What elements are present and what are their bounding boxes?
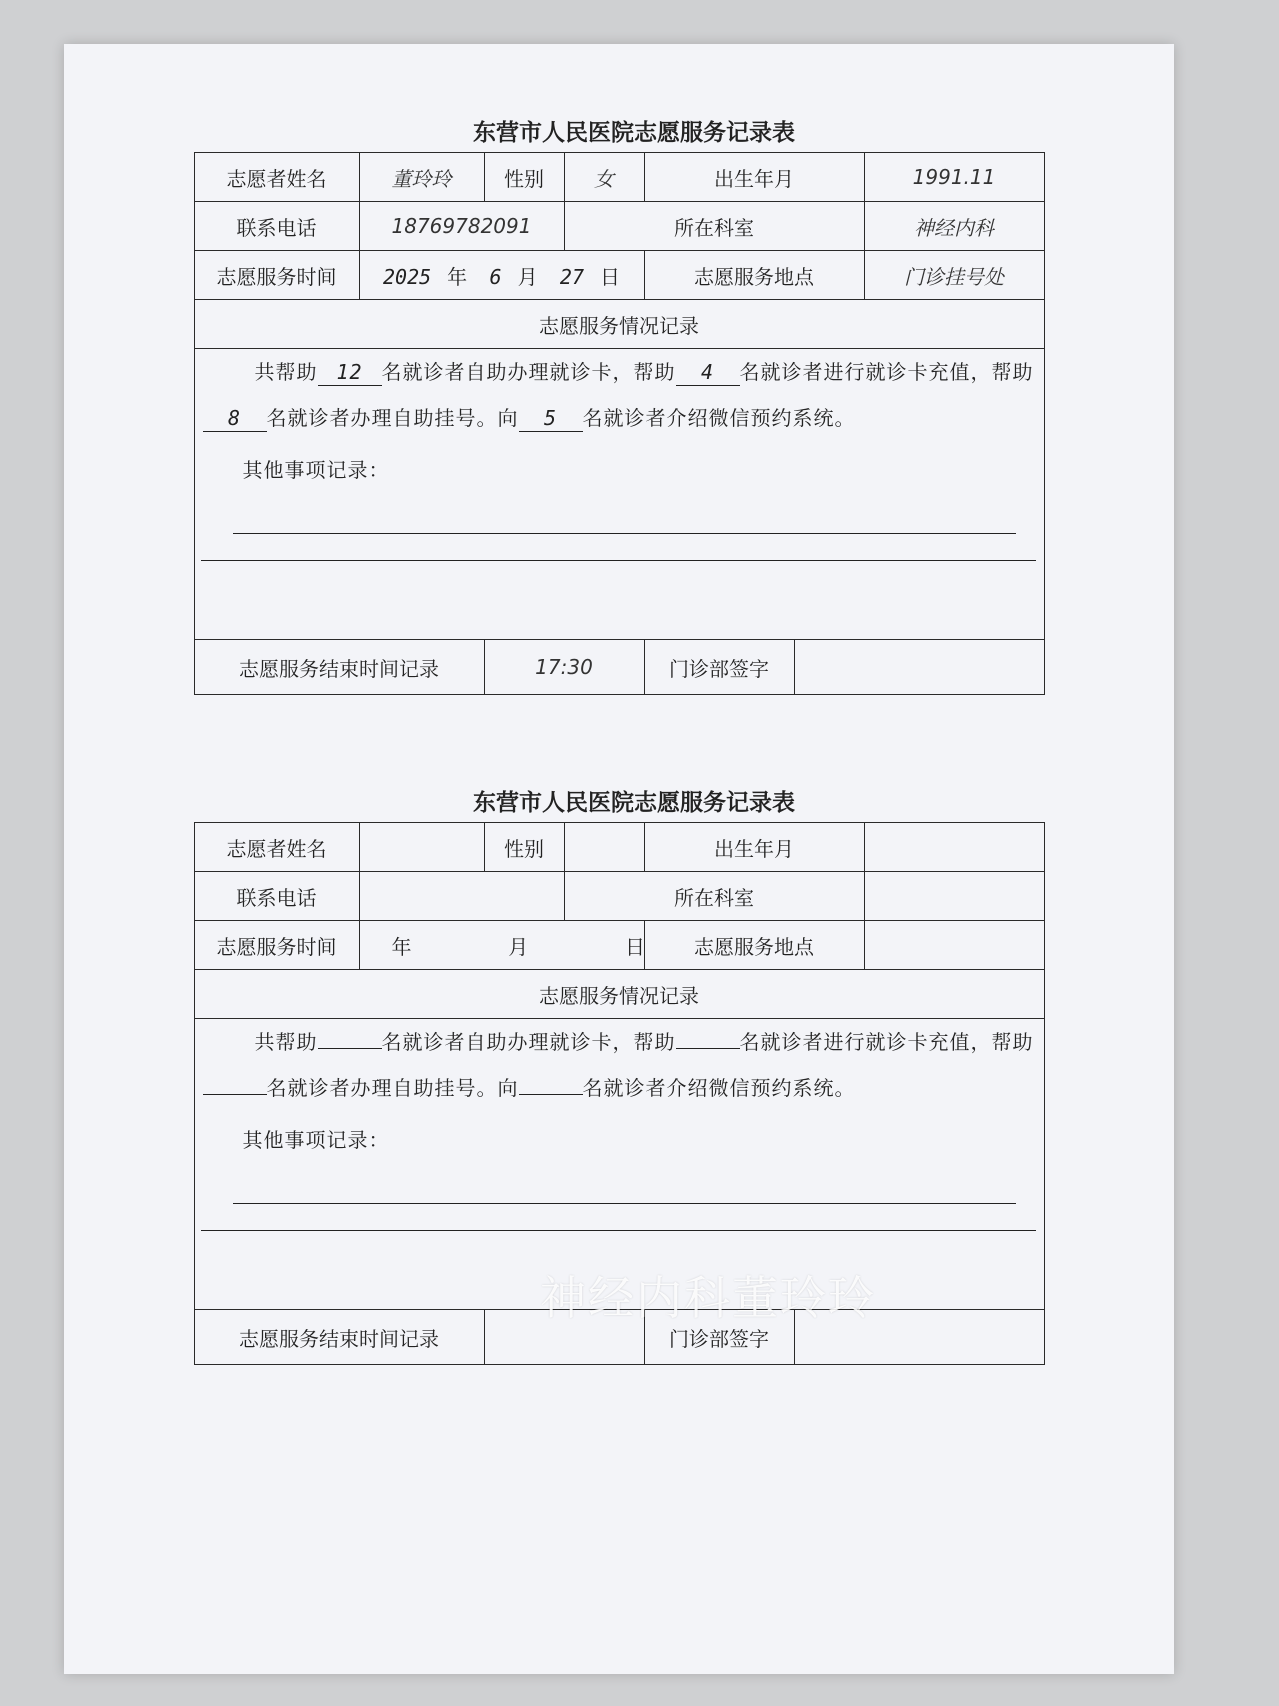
phone-field[interactable]	[359, 872, 564, 921]
text-help: 共帮助	[254, 1030, 318, 1054]
count-recharge-field[interactable]	[676, 1048, 740, 1049]
service-paragraph	[203, 1019, 1036, 1111]
month-unit: 月	[508, 934, 529, 959]
gender-label: 性别	[484, 823, 564, 872]
section-title: 志愿服务情况记录	[194, 970, 1044, 1019]
text-register: 名就诊者办理自助挂号。向	[266, 406, 519, 430]
signature-label: 门诊部签字	[644, 1310, 794, 1365]
other-notes-label: 其他事项记录：	[242, 458, 390, 482]
form-title: 东营市人民医院志愿服务记录表	[473, 790, 795, 816]
service-place-label: 志愿服务地点	[644, 251, 864, 300]
month-unit: 月	[517, 264, 538, 289]
year-value: 2025	[382, 264, 432, 289]
record-table	[194, 152, 1045, 695]
text-recharge: 名就诊者进行就诊卡充值，帮助	[739, 1030, 1034, 1054]
dept-label: 所在科室	[564, 202, 864, 251]
birth-field[interactable]	[864, 823, 1044, 872]
name-label: 志愿者姓名	[194, 153, 359, 202]
service-place-field[interactable]	[864, 921, 1044, 970]
count-wechat-field[interactable]	[519, 1094, 583, 1095]
text-card: 名就诊者自助办理就诊卡，帮助	[381, 360, 676, 384]
form-title: 东营市人民医院志愿服务记录表	[473, 120, 795, 146]
notes-line-2[interactable]	[201, 1204, 1036, 1231]
count-recharge-field[interactable]: 4	[676, 359, 740, 386]
year-unit: 年	[447, 264, 468, 289]
gender-field[interactable]	[564, 823, 644, 872]
count-card-field[interactable]: 12	[318, 359, 382, 386]
end-time-label: 志愿服务结束时间记录	[194, 1310, 484, 1365]
other-notes-label: 其他事项记录：	[242, 1128, 390, 1152]
count-wechat-field[interactable]: 5	[519, 405, 583, 432]
name-field[interactable]	[359, 823, 484, 872]
phone-label: 联系电话	[194, 202, 359, 251]
birth-label: 出生年月	[644, 823, 864, 872]
text-register: 名就诊者办理自助挂号。向	[266, 1076, 519, 1100]
name-field[interactable]: 董玲玲	[359, 153, 484, 202]
end-time-field[interactable]: 17:30	[484, 640, 644, 695]
signature-field[interactable]	[794, 640, 1044, 695]
count-register-field[interactable]: 8	[203, 405, 267, 432]
text-wechat: 名就诊者介绍微信预约系统。	[582, 406, 856, 430]
text-wechat: 名就诊者介绍微信预约系统。	[582, 1076, 856, 1100]
notes-line-2[interactable]	[201, 534, 1036, 561]
dept-field[interactable]	[864, 872, 1044, 921]
phone-field[interactable]: 18769782091	[359, 202, 564, 251]
count-card-field[interactable]	[318, 1048, 382, 1049]
birth-field[interactable]: 1991.11	[864, 153, 1044, 202]
month-value: 6	[489, 264, 502, 289]
day-unit: 日	[600, 264, 621, 289]
text-card: 名就诊者自助办理就诊卡，帮助	[381, 1030, 676, 1054]
service-date-field[interactable]	[359, 251, 644, 300]
service-paragraph	[203, 349, 1036, 441]
signature-label: 门诊部签字	[644, 640, 794, 695]
count-register-field[interactable]	[203, 1094, 267, 1095]
phone-label: 联系电话	[194, 872, 359, 921]
text-recharge: 名就诊者进行就诊卡充值，帮助	[739, 360, 1034, 384]
service-place-field[interactable]: 门诊挂号处	[864, 251, 1044, 300]
service-record-body	[194, 349, 1044, 640]
day-unit: 日	[624, 934, 645, 959]
service-time-label: 志愿服务时间	[194, 251, 359, 300]
paper-sheet	[64, 44, 1174, 1674]
service-date-field[interactable]	[359, 921, 644, 970]
gender-field[interactable]: 女	[564, 153, 644, 202]
text-help: 共帮助	[254, 360, 318, 384]
service-place-label: 志愿服务地点	[644, 921, 864, 970]
dept-field[interactable]: 神经内科	[864, 202, 1044, 251]
end-time-label: 志愿服务结束时间记录	[194, 640, 484, 695]
notes-line-1[interactable]	[233, 493, 1016, 534]
gender-label: 性别	[484, 153, 564, 202]
watermark-text: 神经内科董玲玲	[540, 1271, 876, 1325]
dept-label: 所在科室	[564, 872, 864, 921]
birth-label: 出生年月	[644, 153, 864, 202]
record-form-filled	[64, 114, 1174, 695]
day-value: 27	[559, 264, 585, 289]
name-label: 志愿者姓名	[194, 823, 359, 872]
service-time-label: 志愿服务时间	[194, 921, 359, 970]
year-unit: 年	[391, 934, 412, 959]
notes-line-1[interactable]	[233, 1163, 1016, 1204]
section-title: 志愿服务情况记录	[194, 300, 1044, 349]
